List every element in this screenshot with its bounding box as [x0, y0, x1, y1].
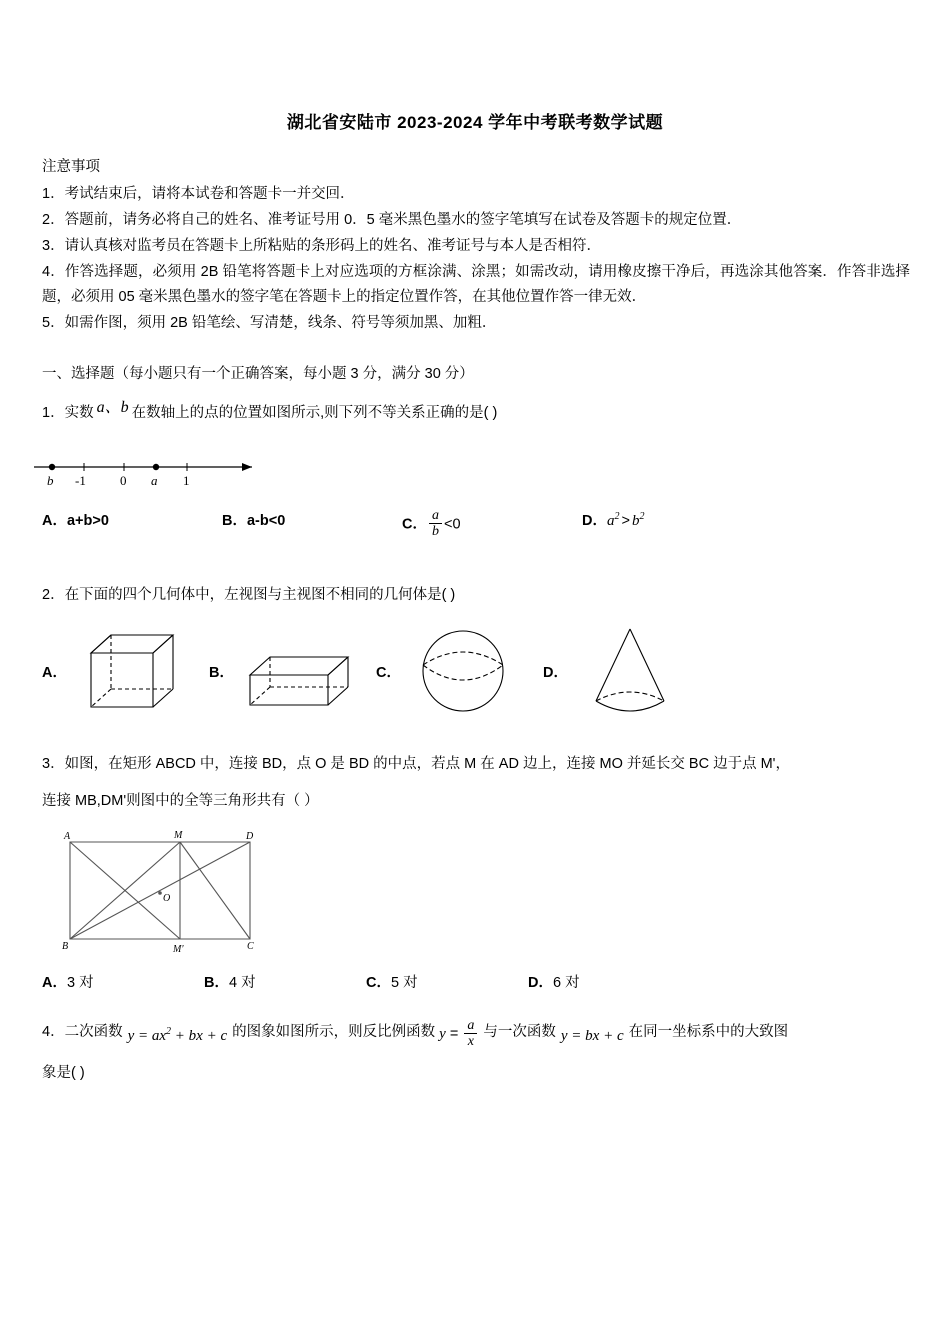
expr3-c: c — [616, 1028, 624, 1044]
svg-text:O: O — [163, 893, 171, 904]
choice-d-relation: > — [621, 513, 630, 529]
question-4-tail: 在同一坐标系中的大致图 — [628, 1024, 789, 1040]
svg-text:b: b — [47, 473, 54, 488]
notice-list — [42, 182, 910, 336]
expr3-bx: bx — [585, 1028, 600, 1044]
svg-text:0: 0 — [120, 473, 127, 488]
notice-item-3: 3．请认真核对监考员在答题卡上所粘贴的条形码上的姓名、准考证号与本人是否相符． — [42, 238, 602, 254]
choice-b-label: B． — [222, 513, 247, 529]
choice-d-base1: a — [606, 513, 615, 529]
expr1-bx: bx — [188, 1028, 203, 1044]
expr2-y: y — [439, 1026, 446, 1042]
choice-d-exp1: 2 — [614, 511, 620, 523]
question-1-vars: a、b — [96, 399, 129, 416]
svg-text:1: 1 — [183, 473, 190, 488]
svg-text:a: a — [151, 473, 158, 488]
question-2-choice-a[interactable] — [42, 625, 209, 717]
cuboid-icon — [240, 625, 360, 717]
question-1-choice-d[interactable] — [582, 509, 762, 540]
choice-d-label: D． — [543, 664, 568, 681]
expr1-ax2: ax — [151, 1028, 167, 1044]
svg-text:A: A — [64, 831, 71, 842]
question-4-expression-3: y = bx + c — [560, 1028, 624, 1044]
cube-icon — [73, 625, 181, 717]
fraction-numerator: a — [431, 508, 439, 523]
question-2-choice-c[interactable] — [376, 625, 543, 717]
choice-c-label: C． — [376, 664, 401, 681]
question-1 — [42, 399, 910, 427]
expr2-denominator: x — [464, 1033, 477, 1049]
choice-c-text: 5 对 — [390, 975, 418, 991]
svg-text:C: C — [247, 941, 254, 952]
expr3-y: y — [560, 1028, 568, 1044]
question-1-lead: 实数 — [64, 405, 94, 421]
question-3-choice-c[interactable] — [366, 971, 528, 992]
svg-text:M: M — [174, 830, 183, 841]
choice-d-label: D． — [582, 513, 607, 529]
cone-icon — [574, 621, 686, 721]
choice-b-text: a-b<0 — [246, 513, 286, 529]
choice-b-text: 4 对 — [228, 975, 256, 991]
question-2-number: 2． — [42, 587, 65, 603]
choice-d-text: 6 对 — [552, 975, 580, 991]
choice-a-label: A． — [42, 513, 67, 529]
choice-d-exp2: 2 — [639, 511, 645, 523]
notice-item-2: 2．答题前，请务必将自己的姓名、准考证号用 0．5 毫米黑色墨水的签字笔填写在试卷及答题卡的规定位置． — [42, 212, 742, 228]
expr1-y: y — [127, 1028, 135, 1044]
question-3-choices — [42, 971, 910, 992]
question-1-tail: 在数轴上的点的位置如图所示,则下列不等关系正确的是( ) — [131, 405, 498, 421]
question-3-line-2: 连接 MB,DM'则图中的全等三角形共有（ ） — [42, 793, 319, 809]
question-3-choice-d[interactable] — [528, 971, 690, 992]
fraction-denominator: b — [429, 523, 442, 539]
choice-a-label: A． — [42, 664, 67, 681]
svg-text:B: B — [62, 941, 69, 952]
svg-text:M': M' — [173, 944, 184, 955]
notice-heading: 注意事项 — [42, 159, 100, 175]
question-2-text: 在下面的四个几何体中，左视图与主视图不相同的几何体是( ) — [64, 587, 456, 603]
choice-a-text: a+b>0 — [66, 513, 109, 529]
svg-text:-1: -1 — [75, 473, 86, 488]
sphere-icon — [407, 625, 519, 717]
choice-c-label: C． — [402, 516, 427, 533]
choice-d-label: D． — [528, 975, 553, 991]
choice-c-fraction — [429, 508, 442, 539]
choice-d-base2: b — [631, 513, 640, 529]
question-1-choice-a[interactable] — [42, 509, 222, 540]
question-3-number: 3． — [42, 756, 65, 772]
question-2 — [42, 582, 910, 609]
choice-c-label: C． — [366, 975, 391, 991]
question-4-lead: 二次函数 — [64, 1024, 123, 1040]
section-heading-choice: 一、选择题（每小题只有一个正确答案，每小题 3 分，满分 30 分） — [42, 366, 474, 382]
question-3-text-1: 如图，在矩形 ABCD 中，连接 BD，点 O 是 BD 的中点，若点 M 在 AD 边上，连接 MO 并延长交 BC 边于点 M'， — [64, 756, 790, 772]
question-1-choices — [42, 509, 910, 540]
question-2-choice-b[interactable] — [209, 625, 376, 717]
question-4-number: 4． — [42, 1024, 65, 1040]
question-4-expression-2: y = $\frac{a}{x}$ — [439, 1026, 479, 1042]
question-4-mid-2: 与一次函数 — [483, 1024, 556, 1040]
question-3 — [42, 751, 910, 815]
notice-item-1: 1．考试结束后，请将本试卷和答题卡一并交回． — [42, 186, 355, 202]
question-1-choice-b[interactable] — [222, 509, 402, 540]
question-3-figure — [60, 827, 950, 957]
question-1-figure-number-line — [24, 441, 284, 499]
question-3-choice-b[interactable] — [204, 971, 366, 992]
question-3-line-1 — [42, 751, 910, 778]
question-2-choice-d[interactable] — [543, 621, 710, 721]
choice-a-label: A． — [42, 975, 67, 991]
question-1-number: 1． — [42, 405, 65, 421]
question-4 — [42, 1014, 910, 1087]
choice-b-label: B． — [209, 664, 234, 681]
question-2-figures — [42, 621, 910, 721]
expr1-c: c — [220, 1028, 228, 1044]
page-title: 湖北省安陆市 2023-2024 学年中考联考数学试题 — [286, 113, 664, 132]
choice-b-label: B． — [204, 975, 229, 991]
expr1-exp: 2 — [166, 1026, 172, 1037]
notice-item-4: 4．作答选择题，必须用 2B 铅笔将答题卡上对应选项的方框涂满、涂黑；如需改动，请用橡皮擦干净后，再选涂其他答案．作答非选择题，必须用 05 毫米黑色墨水的签字笔在答题卡上的指定位置作答，在其他位置作答一律无效． — [42, 264, 910, 305]
notice-item-5: 5．如需作图，须用 2B 铅笔绘、写清楚，线条、符号等须加黑、加粗． — [42, 315, 497, 331]
question-4-expression-1: $y = ax^2$ + bx + c — [127, 1026, 228, 1044]
choice-c-suffix: <0 — [443, 516, 461, 533]
question-4-line-2: 象是( ) — [42, 1064, 85, 1081]
question-3-choice-a[interactable] — [42, 971, 204, 992]
choice-a-text: 3 对 — [66, 975, 94, 991]
svg-text:D: D — [246, 831, 254, 842]
expr2-fraction — [464, 1018, 477, 1049]
question-1-choice-c[interactable] — [402, 509, 582, 540]
question-4-mid-1: 的图象如图所示，则反比例函数 — [232, 1024, 436, 1040]
expr2-numerator: a — [467, 1017, 475, 1033]
